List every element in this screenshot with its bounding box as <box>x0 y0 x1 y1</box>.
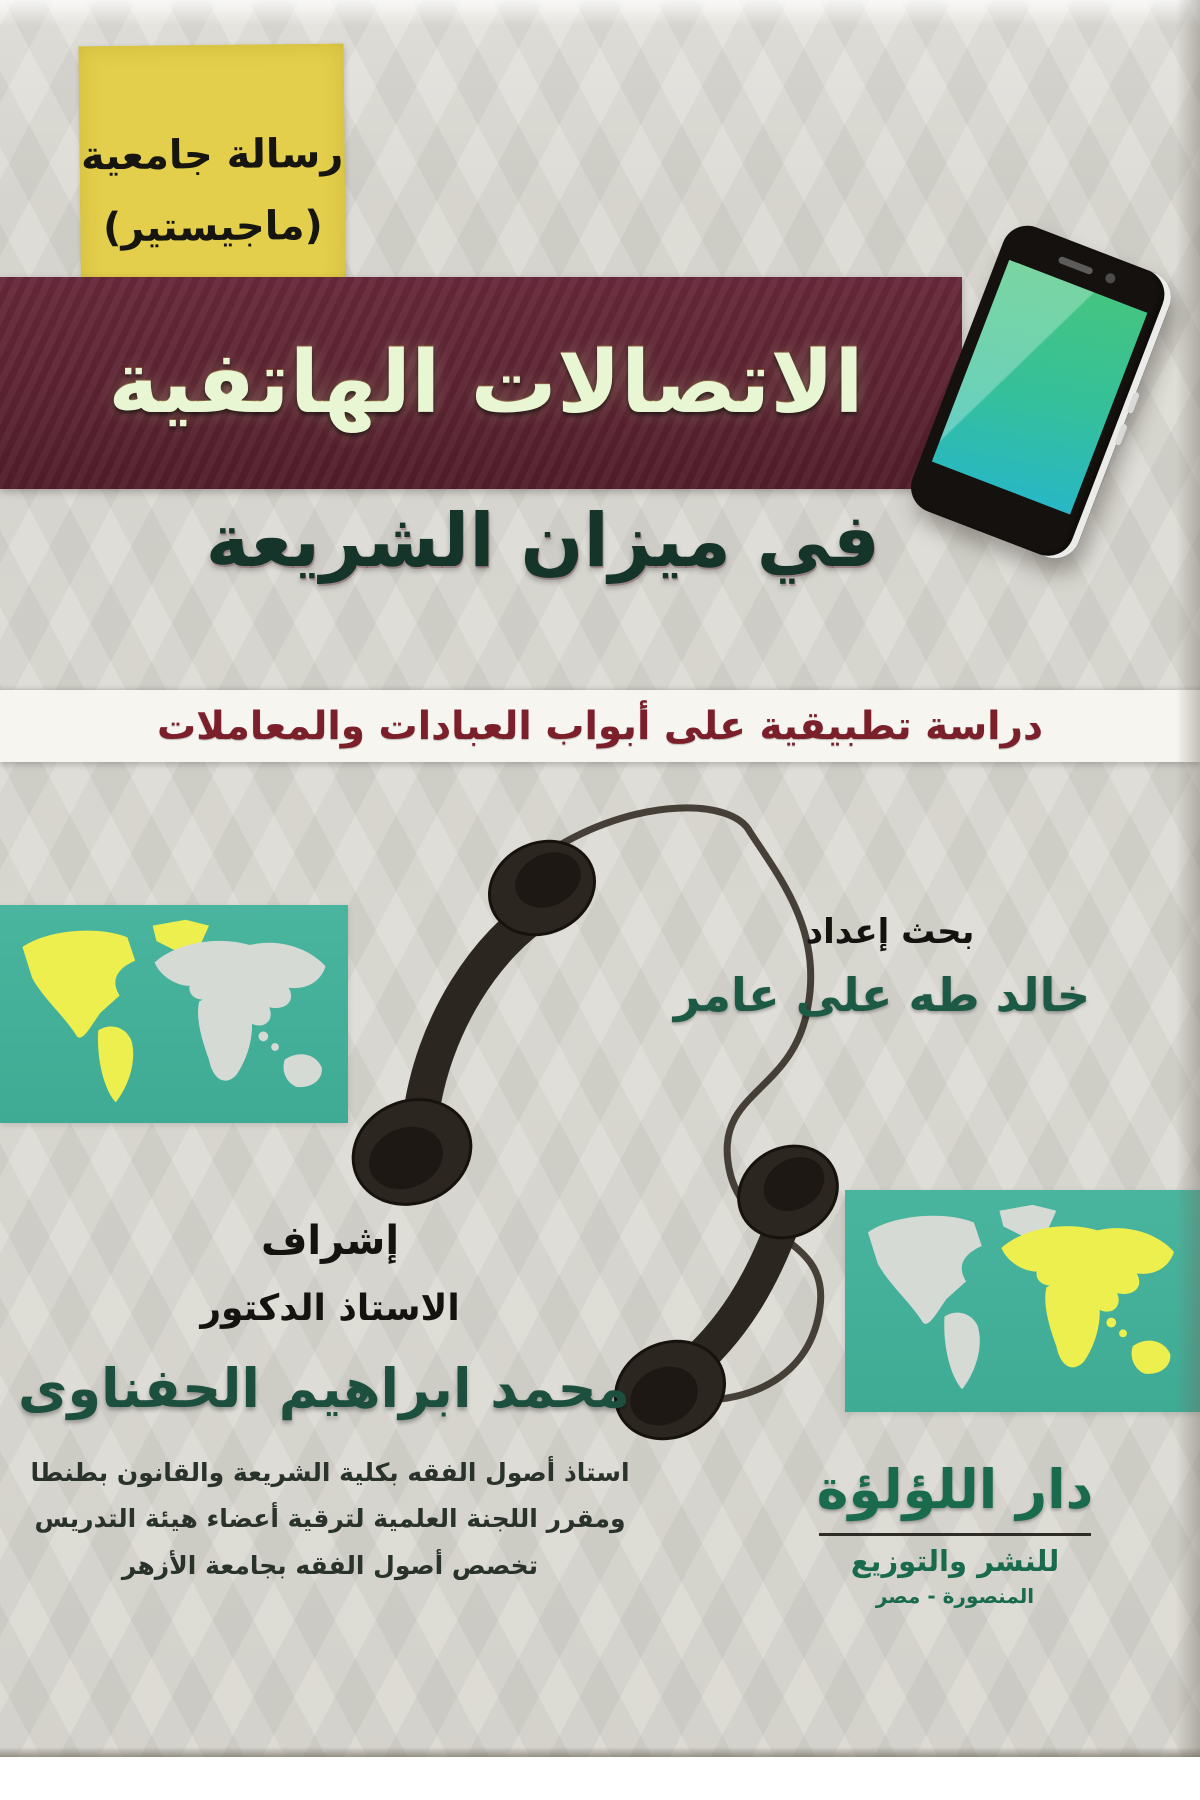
publisher-name: دار اللؤلؤة <box>816 1458 1094 1521</box>
book-title: الاتصالات الهاتفية <box>108 333 864 433</box>
supervisor-name: محمد ابراهيم الحفناوى <box>17 1357 630 1420</box>
book-subtitle: في ميزان الشريعة <box>205 498 880 584</box>
supervisor-bio-line: تخصص أصول الفقه بجامعة الأزهر <box>121 1550 539 1580</box>
author-name: خالد طه على عامر <box>673 968 1090 1022</box>
publisher-tagline: للنشر والتوزيع <box>850 1544 1060 1578</box>
phone-screen <box>932 260 1148 515</box>
tagline-banner <box>0 690 1200 762</box>
title-banner <box>0 277 962 489</box>
publisher-logo <box>790 1458 1120 1608</box>
world-map-icon <box>853 1197 1189 1403</box>
supervisor-bio-line: ومقرر اللجنة العلمية لترقية أعضاء هيئة التدريس <box>34 1504 626 1534</box>
handset-1 <box>337 824 610 1221</box>
supervisor-section <box>17 1218 630 1589</box>
author-label: بحث إعداد <box>805 912 975 952</box>
sticker-line2: (ماجيستير) <box>102 202 323 252</box>
tagline-text: دراسة تطبيقية على أبواب العبادات والمعاملات <box>156 703 1044 749</box>
cover-bottom-edge <box>0 1747 1200 1757</box>
handset-2 <box>599 1128 854 1456</box>
phone-speaker <box>1058 256 1094 275</box>
supervision-label: إشراف <box>260 1218 400 1264</box>
sticker-line1: رسالة جامعية <box>80 130 344 180</box>
phone-side-button <box>1114 423 1127 446</box>
publisher-location: المنصورة - مصر <box>875 1584 1035 1608</box>
publisher-divider <box>819 1533 1091 1536</box>
author-section <box>673 912 1090 1022</box>
phone-side-button <box>1127 391 1140 414</box>
supervisor-bio <box>30 1450 630 1589</box>
supervisor-degree: الاستاذ الدكتور <box>200 1288 460 1329</box>
smartphone-icon <box>903 218 1178 566</box>
phone-camera <box>1104 272 1117 285</box>
cover-right-edge <box>1176 0 1200 1757</box>
supervisor-bio-line: استاذ أصول الفقه بكلية الشريعة والقانون بطنطا <box>30 1458 630 1487</box>
